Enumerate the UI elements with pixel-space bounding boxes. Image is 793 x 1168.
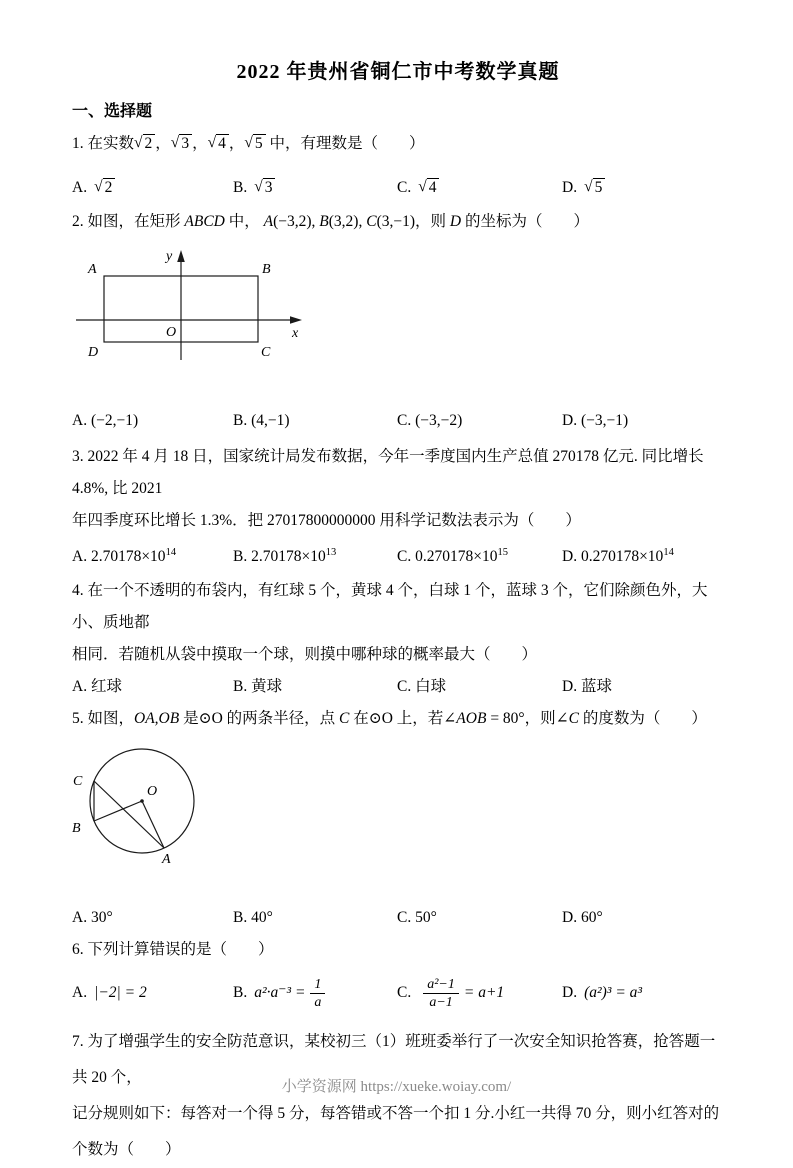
option-b — [233, 970, 397, 1016]
expression: = a+1 — [463, 984, 505, 1002]
y-axis-label: y — [166, 249, 173, 264]
question-4-text — [72, 575, 724, 671]
fraction — [310, 976, 325, 1012]
option-c — [397, 970, 562, 1016]
q3-line-1: 3. 2022 年 4 月 18 日，国家统计局发布数据，今年一季度国内生产总值 270178 亿元. 同比增长 4.8%, 比 2021 — [72, 448, 704, 497]
q2-mid: 中， — [228, 213, 264, 230]
coord-b: (3,2), — [328, 213, 367, 230]
q2-pre: 2. 如图，在矩形 — [72, 213, 181, 230]
radicand: 2 — [143, 134, 156, 153]
figure-circle — [60, 739, 724, 884]
option-label: D. — [562, 984, 578, 1002]
option-c: C. 50° — [397, 909, 437, 927]
sqrt-4 — [208, 128, 229, 160]
fraction — [423, 976, 459, 1012]
sqrt-2 — [94, 172, 115, 204]
denominator: a — [314, 995, 322, 1011]
point-c-label: C — [73, 774, 83, 790]
question-6-options — [72, 970, 724, 1016]
point-b-label: B — [72, 821, 81, 837]
question-3-options — [72, 537, 724, 573]
coord-c: (3,−1) — [376, 213, 416, 230]
q3-line-2: 年四季度环比增长 1.3%．把 27017800000000 用科学记数法表示为（ ） — [72, 512, 581, 529]
sqrt-4 — [418, 172, 439, 204]
sqrt-5 — [584, 172, 605, 204]
q2-then: ，则 — [415, 213, 450, 230]
exponent: 14 — [663, 547, 674, 558]
q7-line-1: 7. 为了增强学生的安全防范意识，某校初三（1）班班委举行了一次安全知识抢答赛，抢答题一共 20 个， — [72, 1033, 716, 1087]
question-1-text — [72, 128, 724, 160]
radical-sign: √ — [207, 134, 217, 151]
question-4-options — [72, 671, 724, 703]
exponent: 14 — [165, 547, 177, 558]
exponent: 13 — [325, 547, 337, 558]
angle-c: C — [568, 710, 579, 728]
option-b — [233, 537, 397, 573]
option-b — [233, 172, 397, 204]
q5-post: 的度数为（ ） — [578, 710, 707, 728]
option-c — [397, 172, 562, 204]
sqrt-2 — [134, 128, 155, 160]
origin-label: O — [166, 325, 177, 340]
option-text: A. 2.70178×10 — [72, 548, 166, 566]
option-a — [72, 537, 233, 573]
x-axis-arrow — [290, 316, 302, 324]
numerator: 1 — [310, 976, 325, 995]
option-b: B. 40° — [233, 909, 273, 927]
radicand: 5 — [253, 134, 266, 153]
option-a: A. 30° — [72, 909, 113, 927]
coord-a: (−3,2), — [273, 213, 320, 230]
vertex-d-label: D — [88, 345, 99, 360]
vertex-b-label: B — [262, 262, 271, 277]
vertex-c-label: C — [261, 345, 271, 360]
option-text: B. 2.70178×10 — [233, 548, 326, 566]
vertex-a-label: A — [88, 262, 97, 277]
q5-t3: 在⊙O 上，若∠ — [349, 710, 457, 728]
radical-sign: √ — [244, 134, 253, 151]
question-6-text: 6. 下列计算错误的是（ ） — [72, 941, 274, 959]
option-a: A. (−2,−1) — [72, 412, 139, 429]
radicand: 3 — [179, 134, 192, 153]
rectangle-diagram — [68, 242, 308, 368]
radicand: 2 — [103, 178, 116, 197]
radicand: 4 — [216, 134, 229, 153]
option-b: B. (4,−1) — [233, 412, 290, 429]
page-title: 2022 年贵州省铜仁市中考数学真题 — [236, 61, 560, 83]
q4-line-1: 4. 在一个不透明的布袋内，有红球 5 个，黄球 4 个，白球 1 个，蓝球 3 个，它们除颜色外，大小、质地都 — [72, 582, 708, 632]
question-3-text — [72, 441, 724, 537]
option-label: C. — [397, 179, 412, 196]
figure-rectangle-coordinates — [68, 242, 724, 373]
q5-t2: 是⊙O 的两条半径，点 — [179, 710, 340, 728]
option-label: C. — [397, 984, 412, 1002]
radical-sign: √ — [418, 178, 427, 195]
option-d — [562, 537, 724, 573]
option-d: D. 60° — [562, 909, 603, 927]
center-o-label: O — [147, 784, 158, 800]
q5-t4: = 80°，则∠ — [486, 710, 569, 728]
footer-watermark: 小学资源网 https://xueke.woiay.com/ — [281, 1079, 512, 1095]
option-label: B. — [233, 179, 248, 196]
question-2-text — [72, 206, 724, 238]
expression: a²·a⁻³ = — [254, 984, 306, 1002]
option-a — [72, 172, 233, 204]
option-label: A. — [72, 179, 88, 196]
q7-line-2: 记分规则如下：每答对一个得 5 分，每答错或不答一个扣 1 分.小红一共得 70 分，则小红答对的个数为（ ） — [72, 1105, 720, 1159]
section-heading: 一、选择题 — [72, 103, 153, 120]
sqrt-3 — [254, 172, 275, 204]
radical-sign: √ — [134, 134, 143, 151]
numerator: a²−1 — [423, 976, 459, 995]
option-text: D. 0.270178×10 — [562, 548, 664, 566]
option-d: D. 蓝球 — [562, 678, 612, 696]
option-d: D. (−3,−1) — [562, 412, 629, 429]
q1-pre: 1. 在实数 — [72, 135, 135, 152]
option-text: (a²)³ = a³ — [584, 984, 643, 1002]
option-text: C. 0.270178×10 — [397, 548, 498, 566]
x-axis-label: x — [292, 326, 299, 341]
point-c: C — [366, 213, 377, 230]
radii-names: OA,OB — [134, 710, 180, 728]
option-c: C. (−3,−2) — [397, 412, 463, 429]
y-axis-arrow — [177, 250, 185, 262]
radicand: 3 — [263, 178, 276, 197]
point-d: D — [449, 213, 462, 230]
question-7-text — [72, 1024, 724, 1168]
angle-aob: AOB — [456, 710, 487, 728]
radius-oa — [142, 801, 164, 848]
option-label: A. — [72, 984, 88, 1002]
point-a: A — [263, 213, 274, 230]
question-5-options — [72, 902, 724, 934]
comma: ， — [228, 135, 245, 152]
option-c — [397, 537, 562, 573]
option-text: |−2| = 2 — [94, 984, 147, 1002]
exponent: 15 — [497, 547, 508, 558]
radicand: 5 — [593, 178, 606, 197]
sqrt-5 — [244, 128, 265, 160]
radicand: 4 — [427, 178, 440, 197]
sqrt-3 — [171, 128, 192, 160]
point-c: C — [339, 710, 350, 728]
option-a: A. 红球 — [72, 678, 122, 696]
point-a-label: A — [162, 852, 171, 868]
option-label: B. — [233, 984, 248, 1002]
radical-sign: √ — [170, 134, 180, 151]
option-c: C. 白球 — [397, 678, 447, 696]
q1-post: 中，有理数是（ ） — [265, 135, 425, 152]
q2-post: 的坐标为（ ） — [461, 213, 589, 230]
question-2-options — [72, 405, 724, 437]
radical-sign: √ — [94, 178, 103, 195]
radical-sign: √ — [584, 178, 593, 195]
rect-name: ABCD — [180, 213, 229, 230]
question-1-options — [72, 172, 724, 204]
option-d — [562, 172, 724, 204]
radical-sign: √ — [254, 178, 263, 195]
question-5-text — [72, 703, 724, 735]
option-d — [562, 970, 724, 1016]
circle-diagram — [60, 739, 232, 879]
denominator: a−1 — [429, 995, 453, 1011]
comma: ， — [192, 135, 208, 152]
q4-line-2: 相同．若随机从袋中摸取一个球，则摸中哪种球的概率最大（ ） — [72, 646, 538, 664]
point-b: B — [319, 213, 329, 230]
option-b: B. 黄球 — [233, 678, 283, 696]
option-a — [72, 970, 233, 1016]
comma: ， — [155, 135, 171, 152]
option-label: D. — [562, 179, 578, 196]
q5-pre: 5. 如图， — [72, 710, 135, 728]
